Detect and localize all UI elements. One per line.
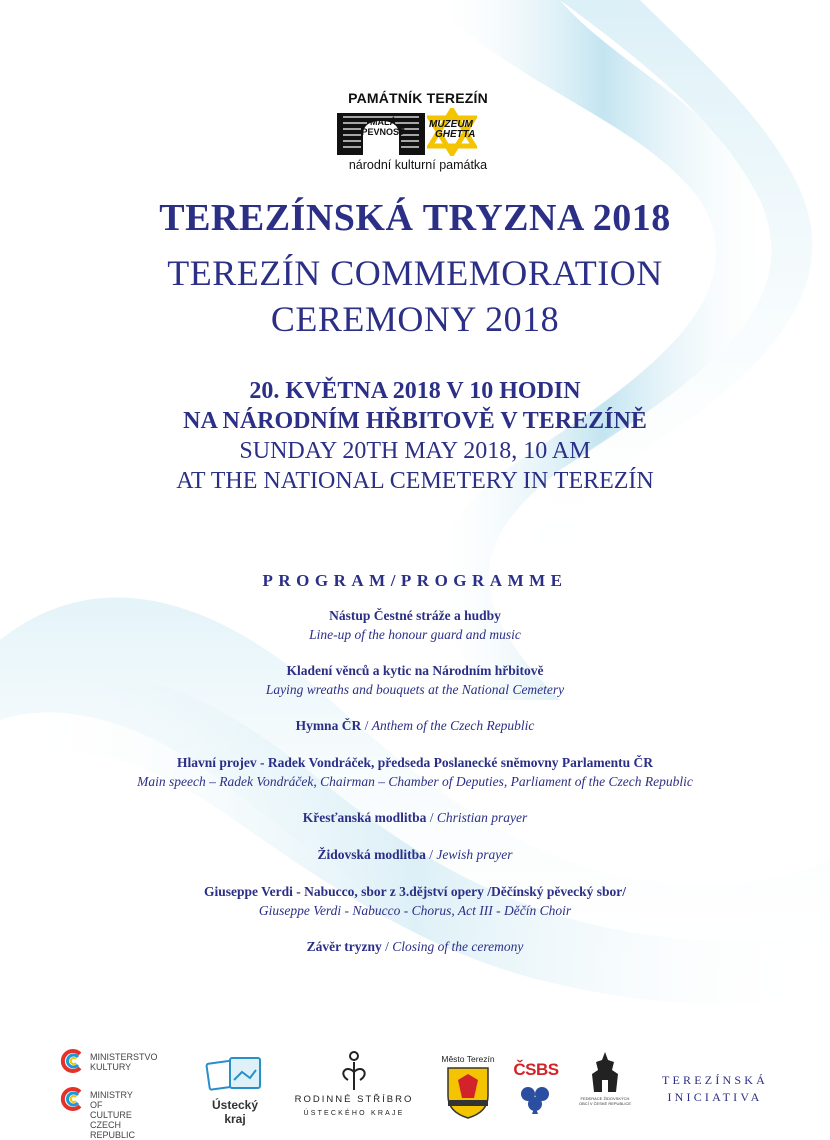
ustecky-kraj-logo [200,1052,270,1126]
program-item [0,808,830,827]
partner-logos [0,1040,830,1140]
date-block [0,376,830,496]
program-item [0,882,830,920]
program-item [0,845,830,864]
federace-zidovskych-obci-logo [578,1050,632,1118]
program-item-cz: Židovská modlitba [317,847,426,862]
heart-figure-icon [288,1050,420,1092]
csbs-logo [508,1058,564,1118]
ministry-c-icon [60,1048,86,1074]
federace-line2: OBCÍ V ČESKÉ REPUBLICE [578,1101,631,1106]
federace-text [578,1096,632,1106]
pamatnik-terezin-logo [333,90,503,180]
ministry-text-cz [90,1052,158,1072]
program-item-separator: / [425,847,437,862]
rodinne-stribro-logo [288,1050,420,1118]
ministry-text-en [90,1090,135,1140]
ministry-cz-line1: MINISTERSTVO [90,1052,158,1062]
program-item-separator: / [361,718,372,733]
logo-bottom-text: národní kulturní památka [348,158,488,172]
program-item-separator: / [381,939,393,954]
title-english-line2: CEREMONY 2018 [270,299,560,339]
program-item-en: Line-up of the honour guard and music [309,627,521,642]
program-item [0,753,830,791]
logo-museum-line2: GHETTA [435,129,476,140]
program-item [0,716,830,735]
date-en-line2: AT THE NATIONAL CEMETERY IN TEREZÍN [176,468,654,494]
ministry-en-line2: CZECH REPUBLIC [90,1120,136,1140]
program-item [0,606,830,644]
ustecky-kraj-label: Ústecký kraj [211,1098,259,1126]
title-english [0,250,830,342]
logo-gate-line1: MALÁ [370,117,396,127]
program-item-cz: Nástup Čestné stráže a hudby [329,608,501,623]
mesto-terezin-label: Město Terezín [441,1054,495,1064]
program-item-cz: Závěr tryzny [306,939,382,954]
logo-museum-text [429,120,497,140]
program-item-en: Anthem of the Czech Republic [371,718,535,733]
program-item [0,661,830,699]
program-list [0,606,830,974]
logo-gate-line2: PEVNOST [361,127,405,137]
program-heading: PROGRAM/PROGRAMME [262,571,568,590]
program-item-en: Closing of the ceremony [392,939,524,954]
rodinne-stribro-line1: RODINNÉ STŘÍBRO [294,1094,414,1105]
program-item-en: Christian prayer [436,810,528,825]
iniciativa-line2: INICIATIVA [667,1090,763,1104]
mesto-terezin-logo [440,1054,496,1118]
program-item [0,937,830,956]
program-item-en: Jewish prayer [436,847,513,862]
program-item-en: Laying wreaths and bouquets at the National Cemetery [265,682,565,697]
program-item-cz: Hymna ČR [295,718,362,733]
program-item-cz: Křesťanská modlitba [302,810,427,825]
csbs-label: ČSBS [513,1060,559,1079]
logo-gate-text [353,117,413,137]
terezinska-iniciativa-logo [640,1072,790,1106]
ministry-c-icon [60,1086,86,1112]
program-item-separator: / [426,810,437,825]
title-english-line1: TEREZÍN COMMEMORATION [167,253,663,293]
rodinne-stribro-line2: ÚSTECKÉHO KRAJE [303,1110,405,1117]
logo-top-text: PAMÁTNÍK TEREZÍN [348,90,488,106]
ministry-cz-line2: KULTURY [90,1062,132,1072]
program-item-cz: Kladení věnců a kytic na Národním hřbitově [286,663,544,678]
program-item-cz: Hlavní projev - Radek Vondráček, předseda Poslanecké sněmovny Parlamentu ČR [176,755,653,770]
program-item-cz: Giuseppe Verdi - Nabucco, sbor z 3.dějství opery /Děčínský pěvecký sbor/ [203,884,626,899]
federace-line1: FEDERACE ŽIDOVSKÝCH [580,1096,630,1101]
coat-of-arms-icon [440,1066,496,1120]
synagogue-tower-icon [578,1050,632,1094]
ministry-en-line1: MINISTRY OF CULTURE [90,1090,133,1120]
title-czech: TEREZÍNSKÁ TRYZNA 2018 [159,197,671,239]
logo-museum-line1: MUZEUM [429,119,473,130]
program-item-en: Main speech – Radek Vondráček, Chairman – Chamber of Deputies, Parliament of the Czech Republic [137,774,693,789]
date-cz-line1: 20. KVĚTNA 2018 V 10 HODIN [249,378,581,404]
date-en-line1: SUNDAY 20TH MAY 2018, 10 AM [239,438,591,464]
date-cz-line2: NA NÁRODNÍM HŘBITOVĚ V TEREZÍNĚ [183,408,647,434]
iniciativa-line1: TEREZÍNSKÁ [662,1073,768,1087]
ustecky-kraj-icon [200,1052,270,1096]
csbs-emblem-icon [508,1080,564,1116]
program-item-en: Giuseppe Verdi - Nabucco - Chorus, Act III - Děčín Choir [258,903,572,918]
